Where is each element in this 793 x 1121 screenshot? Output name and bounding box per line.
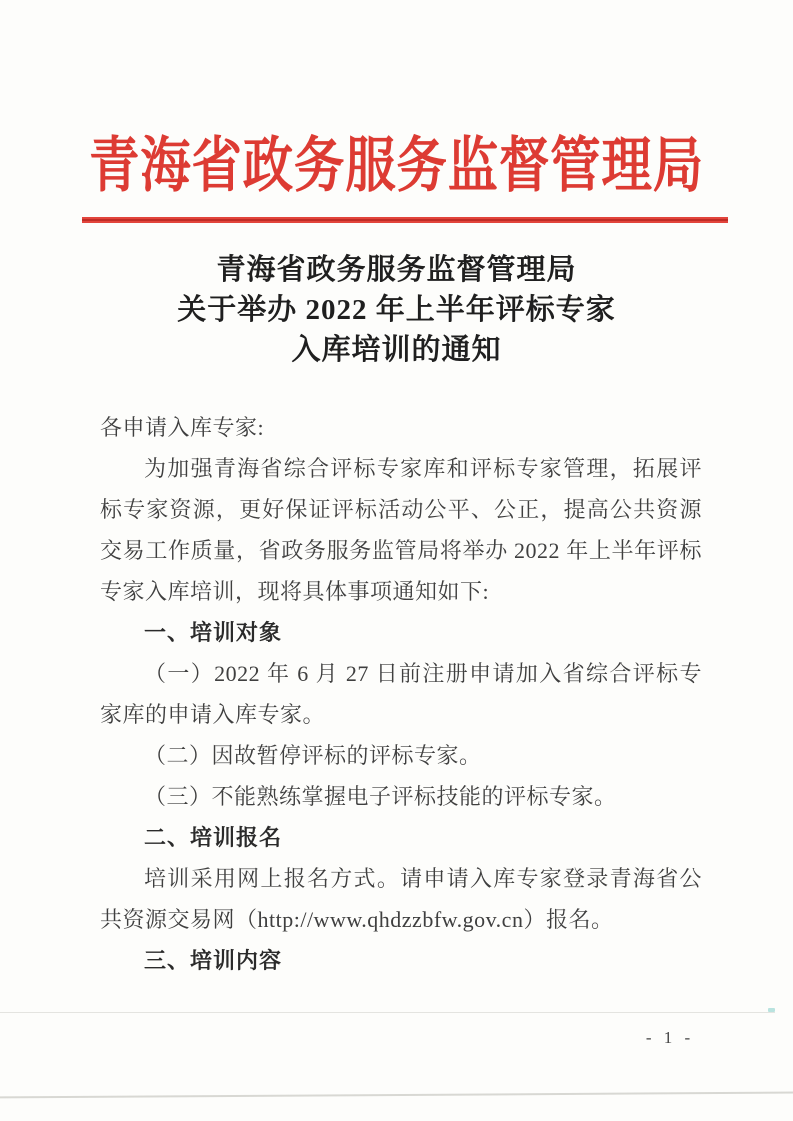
- body-para: （三）不能熟练掌握电子评标技能的评标专家。: [144, 784, 617, 809]
- body-para: 为加强青海省综合评标专家库和评标专家管理，拓展评标专家资源，更好保证评标活动公平、公正，提高公共资源交易工作质量，省政务服务监管局将举办 2022 年上半年评标专家入库培训，现将具体事项通知如下:: [100, 456, 702, 604]
- body-heading: 一、培训对象: [144, 620, 283, 645]
- notice-title-line-3: 入库培训的通知: [291, 334, 502, 366]
- notice-title: [0, 250, 793, 370]
- page-number: - 1 -: [645, 1028, 695, 1047]
- scanned-page-bottom-edge: [0, 1092, 793, 1099]
- body-blocks: [100, 448, 702, 981]
- letterhead-org-name: 青海省政务服务监督管理局: [89, 133, 704, 199]
- salutation-line: 各申请入库专家:: [100, 415, 265, 440]
- scan-artifact-teal-mark: [768, 1008, 775, 1012]
- body-heading: 三、培训内容: [144, 948, 283, 973]
- body-para: （二）因故暂停评标的评标专家。: [144, 743, 482, 768]
- document-body: [100, 407, 702, 981]
- notice-title-line-2: 关于举办 2022 年上半年评标专家: [177, 294, 616, 326]
- notice-title-line-1: 青海省政务服务监督管理局: [216, 254, 577, 286]
- scan-artifact-line: [0, 1012, 775, 1013]
- body-para: 培训采用网上报名方式。请申请入库专家登录青海省公共资源交易网（http://www.qhdzzbfw.gov.cn）报名。: [100, 866, 702, 932]
- body-heading: 二、培训报名: [144, 825, 283, 850]
- letterhead-red-rule: [82, 217, 728, 223]
- body-para: （一）2022 年 6 月 27 日前注册申请加入省综合评标专家库的申请入库专家。: [100, 661, 702, 727]
